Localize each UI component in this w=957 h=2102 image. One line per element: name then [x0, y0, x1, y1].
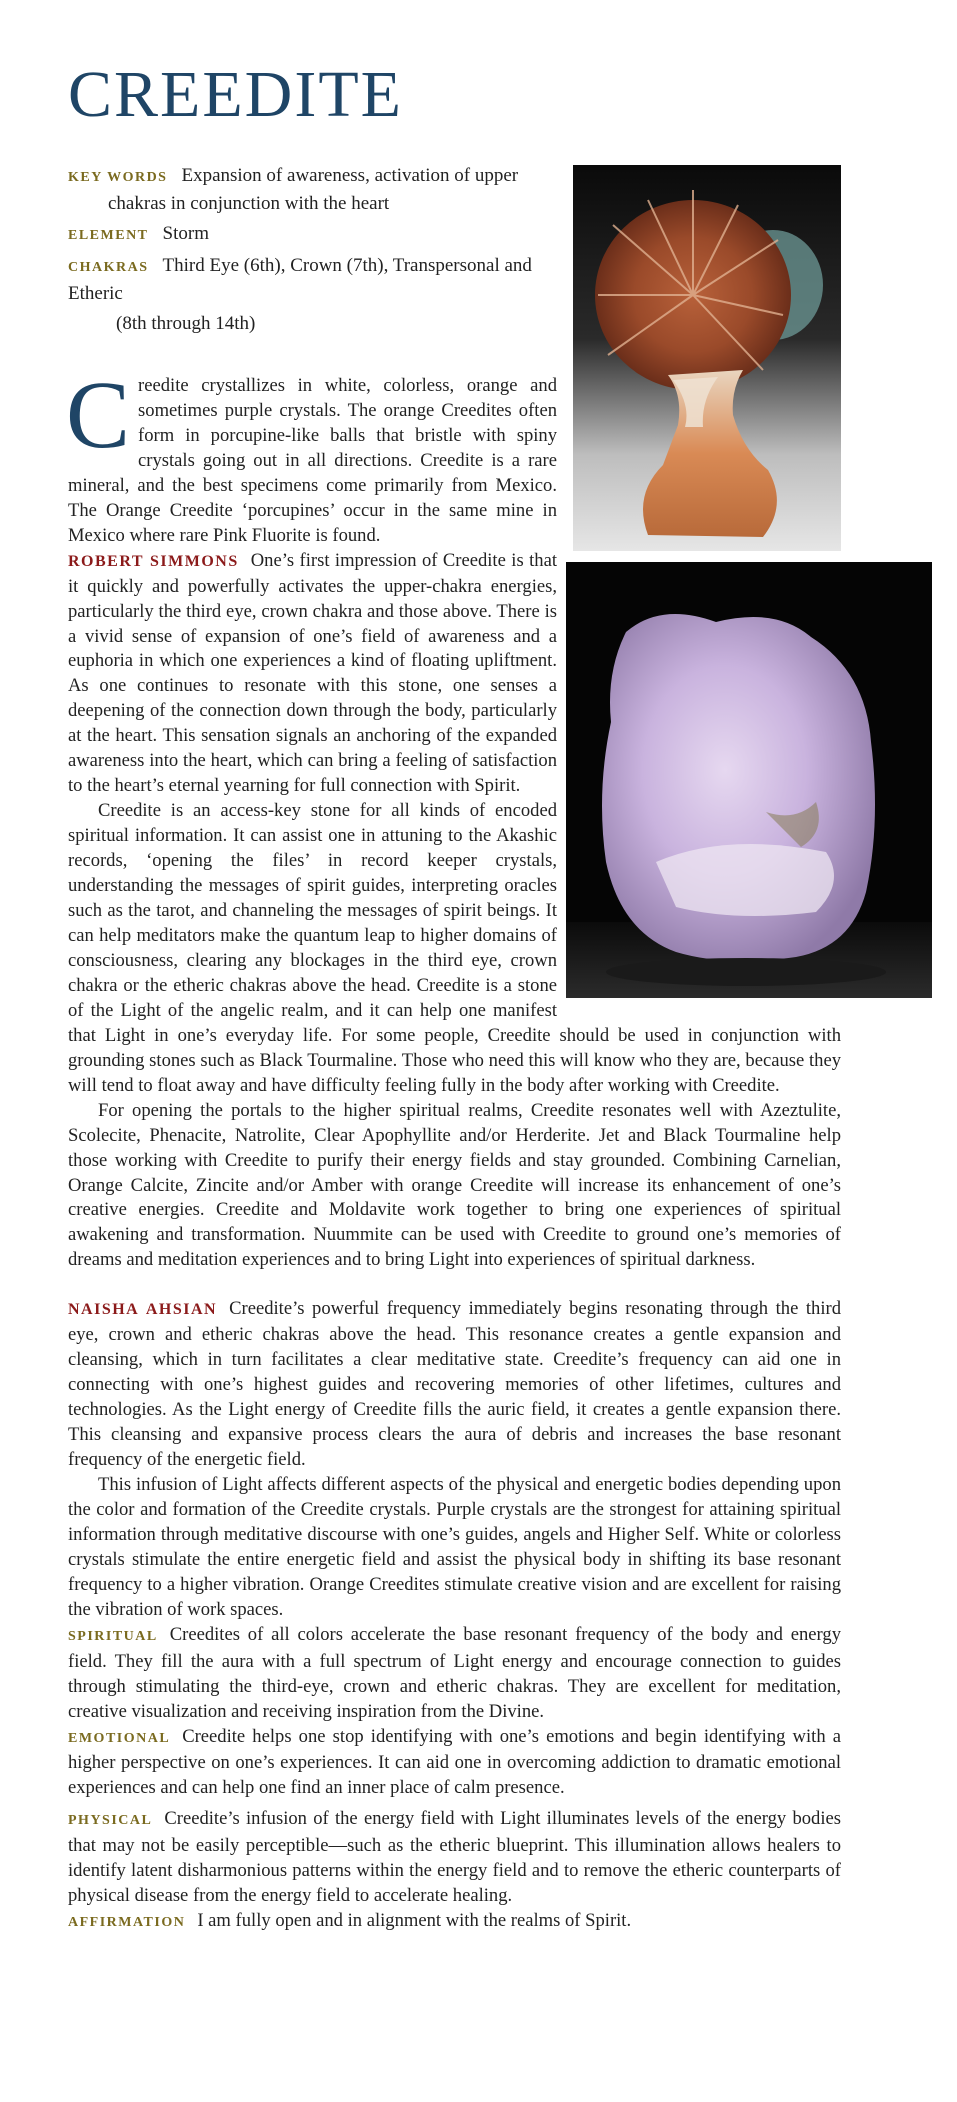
stone-attributes: [68, 163, 548, 341]
affirmation-text: I am fully open and in alignment with the realms of Spirit.: [197, 1910, 632, 1932]
image-wrap-space: [557, 374, 841, 1000]
author-simmons: ROBERT SIMMONS: [68, 552, 239, 570]
simmons-text-1: One’s first impression of Creedite is that it quickly and powerfully activates the upper-chakra energies, particularly the third eye, crown chakra and those above. There is a vivid sense of expansion of one’s field of awareness and a euphoria in which one experiences a kind of floating upliftment. As one continues to resonate with this stone, one senses a deepening of the connection down through the body, particularly at the heart. This sensation signals an anchoring of the expanded awareness into the heart, which can bring a feeling of satisfaction to the heart’s eternal yearning for full connection with Spirit.: [68, 549, 557, 797]
section-gap: [68, 1273, 841, 1297]
article-body: [66, 361, 841, 1936]
emotional-text: Creedite helps one stop identifying with one’s emotions and begin identifying with a higher perspective on one’s experiences. It can aid one in overcoming addiction to dramatic emotional experiences and can help one find an inner place of calm presence.: [68, 1725, 841, 1799]
element-row: [68, 221, 548, 249]
author-ahsian: NAISHA AHSIAN: [68, 1301, 218, 1319]
ahsian-text-1: Creedite’s powerful frequency immediately begins resonating through the third eye, crown and etheric chakras above the head. This resonance creates a gentle expansion and cleansing, which in turn facilitates a clear meditative state. Creedite’s frequency can aid one in connecting with one’s highest guides and recovering memories of other lifetimes, cultures and technologies. As the Light energy of Creedite fills the auric field, it creates a gentle expansion there. This cleansing and expansive process clears the aura of debris and increases the base resonant frequency of the energetic field.: [68, 1298, 841, 1471]
spiritual-label: SPIRITUAL: [68, 1628, 158, 1644]
chakras-value: Third Eye (6th), Crown (7th), Transpersonal and Etheric: [68, 255, 532, 304]
physical-label: PHYSICAL: [68, 1813, 153, 1829]
emotional-paragraph: [68, 1725, 841, 1802]
physical-paragraph: [68, 1807, 841, 1909]
spiritual-paragraph: [68, 1623, 841, 1725]
element-value: Storm: [162, 223, 209, 244]
simmons-paragraph-3: For opening the portals to the higher spiritual realms, Creedite resonates well with Azeztulite, Scolecite, Phenacite, Natrolite, Clear Apophyllite and/or Herderite. Jet and Black Tourmaline help those working with Creedite to purify their energy fields and stay grounded. Combining Carnelian, Orange Calcite, Zincite and/or Amber with orange Creedite will increase its enhancement of one’s creative energies. Creedite and Moldavite work together to bring one experiences of spiritual awakening and transformation. Nuummite can be used with Creedite to ground one’s memories of dreams and meditation experiences and to bring Light into experiences of spiritual darkness.: [68, 1099, 841, 1271]
keywords-row: [68, 163, 548, 217]
keywords-label: KEY WORDS: [68, 170, 168, 185]
ahsian-paragraph-2: This infusion of Light affects different aspects of the physical and energetic bodies depending upon the color and formation of the Creedite crystals. Purple crystals are the strongest for attaining spiritual information through meditative discourse with one’s guides, angels and Higher Self. White or colorless crystals stimulate the entire energetic field and assist the physical body in shifting its base resonant frequency to a higher vibration. Orange Creedites stimulate creative vision and are excellent for raising the vibration of work spaces.: [68, 1473, 841, 1620]
physical-text: Creedite’s infusion of the energy field with Light illuminates levels of the energy bodies that may not be easily perceptible—such as the etheric blueprint. This illumination allows healers to identify latent disharmonious patterns within the energy field and to remove the etheric counterparts of physical disease from the energy field to accelerate healing.: [68, 1808, 841, 1907]
page-title: CREEDITE: [68, 58, 403, 131]
affirmation-label: AFFIRMATION: [68, 1915, 186, 1931]
emotional-label: EMOTIONAL: [68, 1730, 171, 1746]
simmons-paragraph-2: Creedite is an access-key stone for all kinds of encoded spiritual information. It can assist one in attuning to the Akashic records, ‘opening the files’ in record keeper crystals, understanding the messages of spirit guides, interpreting oracles such as the tarot, and channeling the messages of spirit beings. It can help meditators make the quantum leap to higher domains of consciousness, clearing any blockages in the third eye, crown chakra or the etheric chakras above the head. Creedite is a stone of the Light of the angelic realm, and it can help one manifest that Light in one’s everyday life. For some people, Creedite should be used in conjunction with grounding stones such as Black Tourmaline. Those who need this will know who they are, because they will tend to float away and have difficulty feeling fully in the body after working with Creedite.: [68, 800, 841, 1096]
ahsian-paragraph-1: [68, 1297, 841, 1473]
intro-text: reedite crystallizes in white, colorless, orange and sometimes purple crystals. The orange Creedites often form in porcupine-like balls that bristle with spiny crystals going out in all directions. Creedite is a rare mineral, and the best specimens come primarily from Mexico. The Orange Creedite ‘porcupines’ occur in the same mine in Mexico where rare Pink Fluorite is found.: [68, 375, 557, 546]
chakras-label: CHAKRAS: [68, 260, 149, 275]
spiritual-text: Creedites of all colors accelerate the base resonant frequency of the body and energy field. They fill the aura with a full spectrum of Light energy and encourage connection to guides through stimulating the third-eye, crown and etheric chakras. They are excellent for meditation, creative visualization and receiving inspiration from the Divine.: [68, 1623, 841, 1722]
chakras-continued: (8th through 14th): [116, 313, 256, 334]
element-label: ELEMENT: [68, 228, 149, 243]
chakras-row: [68, 253, 548, 307]
drop-cap: C: [66, 361, 131, 468]
keywords-value: Expansion of awareness, activation of upper chakras in conjunction with the heart: [108, 165, 519, 214]
affirmation-paragraph: [68, 1909, 841, 1936]
